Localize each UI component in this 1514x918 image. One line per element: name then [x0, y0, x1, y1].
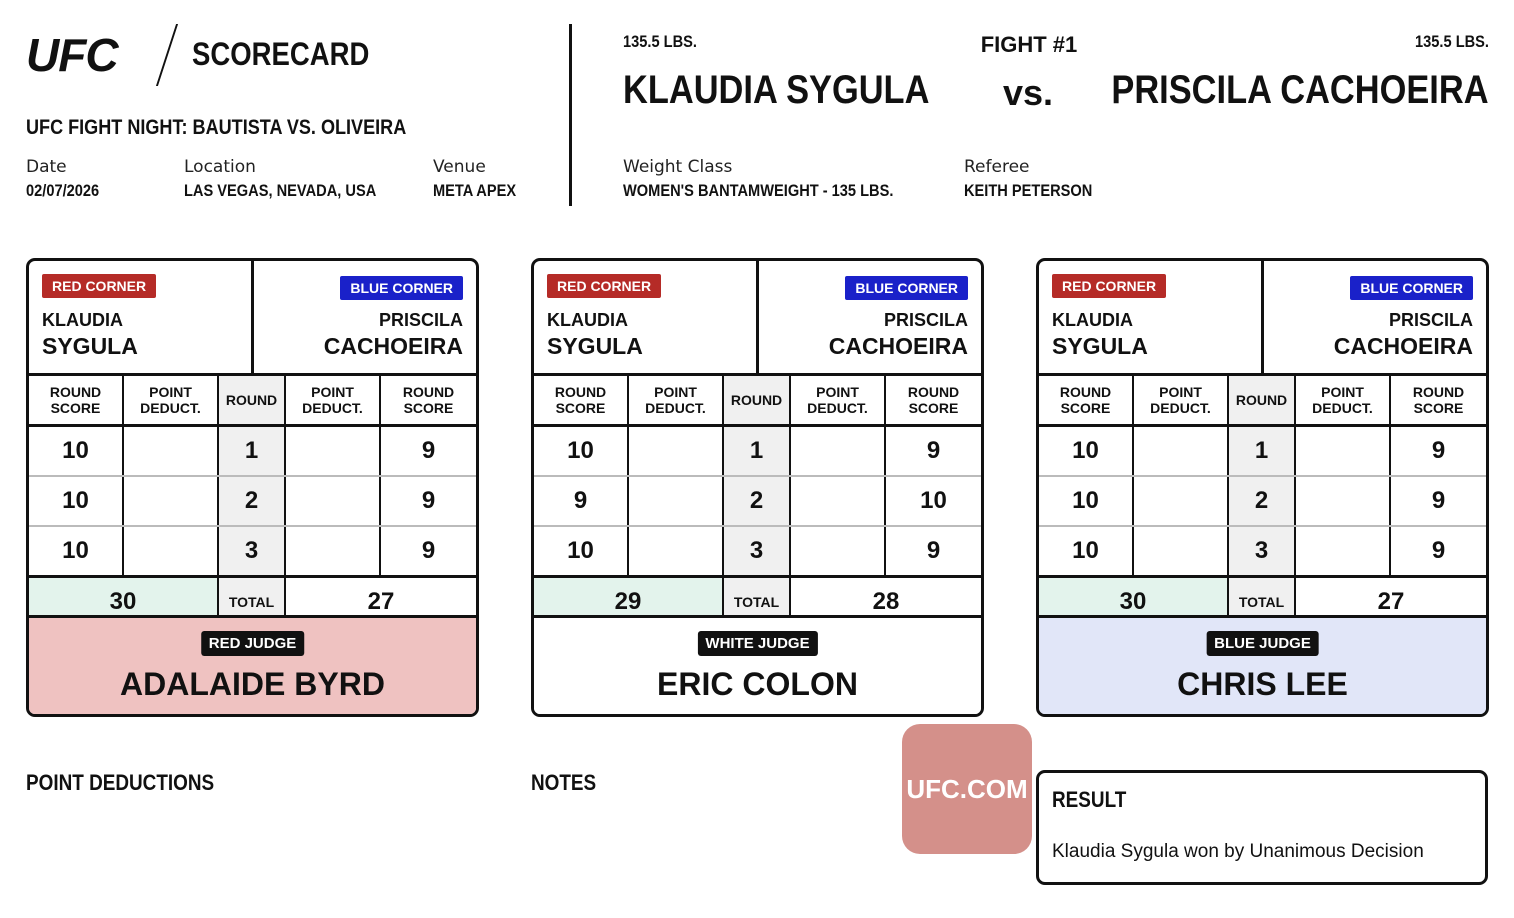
judge-name: ADALAIDE BYRD	[120, 666, 385, 702]
blue-fighter-name: PRISCILA CACHOEIRA	[1111, 68, 1489, 112]
red-round-score: 10	[62, 537, 89, 564]
column-divider	[1227, 527, 1229, 575]
red-point-deduction	[124, 427, 217, 475]
venue-label: Venue	[433, 157, 486, 177]
column-divider	[1389, 376, 1391, 424]
round-number: 3	[219, 527, 284, 575]
table-row	[29, 477, 476, 525]
column-divider	[122, 427, 124, 475]
total-label: TOTAL	[1229, 578, 1294, 626]
column-divider	[284, 527, 286, 575]
red-total-score: 29	[534, 578, 722, 626]
score-table	[29, 376, 476, 626]
blue-round-score: 9	[1431, 487, 1446, 514]
column-divider	[722, 427, 724, 475]
scorecard-title: SCORECARD	[192, 36, 370, 72]
red-corner-panel	[1039, 261, 1264, 373]
column-divider	[122, 376, 124, 424]
blue-last-name: CACHOEIRA	[1333, 333, 1473, 359]
column-divider	[627, 477, 629, 525]
blue-corner-panel	[257, 261, 476, 373]
event-title: UFC FIGHT NIGHT: BAUTISTA VS. OLIVEIRA	[26, 116, 407, 139]
column-divider	[884, 477, 886, 525]
column-divider	[884, 427, 886, 475]
column-divider	[1132, 427, 1134, 475]
round-number: 2	[219, 477, 284, 525]
column-divider	[1389, 527, 1391, 575]
blue-point-deduct-header: POINT DEDUCT.	[1312, 384, 1373, 416]
judge-panel	[29, 618, 476, 714]
ufc-com-watermark: UFC.COM	[902, 724, 1032, 854]
blue-point-deduction	[286, 477, 379, 525]
round-number: 1	[724, 427, 789, 475]
table-header-row	[1039, 376, 1486, 424]
blue-round-score: 9	[926, 437, 941, 464]
blue-point-deduction	[791, 477, 884, 525]
judge-name: CHRIS LEE	[1177, 666, 1348, 702]
judge-panel	[534, 618, 981, 714]
score-table	[534, 376, 981, 626]
blue-point-deduct-header: POINT DEDUCT.	[302, 384, 363, 416]
blue-total-score: 27	[1377, 588, 1405, 615]
table-row	[29, 527, 476, 575]
blue-total-score: 27	[367, 588, 395, 615]
judge-panel	[1039, 618, 1486, 714]
blue-point-deduction	[791, 427, 884, 475]
column-divider	[627, 527, 629, 575]
red-round-score: 10	[62, 437, 89, 464]
blue-weight: 135.5 LBS.	[1415, 32, 1489, 51]
round-header: ROUND	[1229, 376, 1294, 424]
column-divider	[217, 477, 219, 525]
date-label: Date	[26, 157, 67, 177]
red-total-score: 30	[29, 578, 217, 626]
red-point-deduction	[1134, 427, 1227, 475]
table-row	[534, 427, 981, 475]
table-row	[1039, 427, 1486, 475]
ufc-scorecard-logo	[26, 24, 370, 86]
red-point-deduction	[629, 477, 722, 525]
referee-label: Referee	[964, 157, 1030, 177]
location-label: Location	[184, 157, 256, 177]
table-row	[1039, 477, 1486, 525]
ufc-logo: UFC	[26, 29, 118, 81]
blue-corner-panel	[1267, 261, 1486, 373]
red-round-score: 9	[573, 487, 588, 514]
weight-class-label: Weight Class	[623, 157, 733, 177]
round-header: ROUND	[219, 376, 284, 424]
red-first-name: KLAUDIA	[1052, 310, 1133, 330]
judge-badge: WHITE JUDGE	[697, 631, 817, 656]
column-divider	[217, 527, 219, 575]
blue-round-score: 9	[1431, 437, 1446, 464]
column-divider	[1227, 376, 1229, 424]
red-round-score-header: ROUND SCORE	[1059, 384, 1112, 416]
column-divider	[722, 527, 724, 575]
blue-first-name: PRISCILA	[883, 310, 968, 330]
table-row	[534, 527, 981, 575]
red-corner-badge: RED CORNER	[547, 274, 661, 298]
red-round-score: 10	[1072, 437, 1099, 464]
column-divider	[722, 477, 724, 525]
column-divider	[284, 477, 286, 525]
round-number: 3	[1229, 527, 1294, 575]
red-corner-badge: RED CORNER	[42, 274, 156, 298]
referee-value: KEITH PETERSON	[964, 181, 1093, 200]
result-box	[1036, 770, 1488, 885]
red-point-deduction	[124, 477, 217, 525]
blue-point-deduction	[1296, 527, 1389, 575]
weight-class-value: WOMEN'S BANTAMWEIGHT - 135 LBS.	[623, 181, 894, 200]
vs-text: vs.	[1002, 72, 1054, 113]
red-point-deduction	[629, 427, 722, 475]
red-round-score: 10	[1072, 487, 1099, 514]
blue-point-deduct-header: POINT DEDUCT.	[807, 384, 868, 416]
red-total-score: 30	[1039, 578, 1227, 626]
judge-badge: RED JUDGE	[201, 631, 305, 656]
header-divider	[569, 24, 572, 206]
blue-last-name: CACHOEIRA	[828, 333, 968, 359]
blue-round-score-header: ROUND SCORE	[402, 384, 455, 416]
column-divider	[1294, 527, 1296, 575]
red-point-deduction	[124, 527, 217, 575]
round-number: 2	[724, 477, 789, 525]
column-divider	[627, 376, 629, 424]
column-divider	[1132, 527, 1134, 575]
red-corner-badge: RED CORNER	[1052, 274, 1166, 298]
blue-point-deduction	[1296, 477, 1389, 525]
column-divider	[1227, 427, 1229, 475]
column-divider	[217, 427, 219, 475]
red-fighter-name: KLAUDIA SYGULA	[623, 68, 930, 112]
column-divider	[789, 527, 791, 575]
column-divider	[884, 527, 886, 575]
column-divider	[122, 477, 124, 525]
column-divider	[789, 427, 791, 475]
column-divider	[722, 376, 724, 424]
blue-round-score: 9	[421, 487, 436, 514]
blue-point-deduction	[791, 527, 884, 575]
venue-value: META APEX	[433, 181, 517, 200]
red-point-deduction	[629, 527, 722, 575]
column-divider	[1294, 427, 1296, 475]
total-label: TOTAL	[724, 578, 789, 626]
column-divider	[379, 427, 381, 475]
blue-corner-badge: BLUE CORNER	[340, 276, 463, 300]
red-first-name: KLAUDIA	[42, 310, 123, 330]
round-number: 1	[219, 427, 284, 475]
column-divider	[884, 376, 886, 424]
blue-last-name: CACHOEIRA	[323, 333, 463, 359]
round-number: 3	[724, 527, 789, 575]
column-divider	[789, 477, 791, 525]
red-point-deduct-header: POINT DEDUCT.	[1150, 384, 1211, 416]
column-divider	[1227, 477, 1229, 525]
red-round-score-header: ROUND SCORE	[49, 384, 102, 416]
blue-point-deduction	[286, 427, 379, 475]
round-number: 2	[1229, 477, 1294, 525]
logo-divider	[156, 24, 178, 86]
blue-corner-panel	[762, 261, 981, 373]
judge-badge: BLUE JUDGE	[1206, 631, 1319, 656]
point-deductions-title: POINT DEDUCTIONS	[26, 770, 215, 795]
table-row	[29, 427, 476, 475]
column-divider	[1132, 376, 1134, 424]
red-first-name: KLAUDIA	[547, 310, 628, 330]
round-header: ROUND	[724, 376, 789, 424]
red-last-name: SYGULA	[1052, 333, 1148, 359]
blue-total-score: 28	[872, 588, 900, 615]
red-point-deduct-header: POINT DEDUCT.	[140, 384, 201, 416]
blue-round-score-header: ROUND SCORE	[1412, 384, 1465, 416]
column-divider	[379, 477, 381, 525]
red-last-name: SYGULA	[42, 333, 138, 359]
round-number: 1	[1229, 427, 1294, 475]
column-divider	[1294, 477, 1296, 525]
table-row	[1039, 527, 1486, 575]
judge-scorecard	[1036, 258, 1489, 717]
red-point-deduction	[1134, 477, 1227, 525]
red-last-name: SYGULA	[547, 333, 643, 359]
column-divider	[122, 527, 124, 575]
column-divider	[284, 427, 286, 475]
column-divider	[627, 427, 629, 475]
location-value: LAS VEGAS, NEVADA, USA	[184, 181, 377, 200]
red-round-score: 10	[62, 487, 89, 514]
notes-title: NOTES	[531, 770, 597, 795]
blue-round-score: 10	[920, 487, 947, 514]
column-divider	[1389, 427, 1391, 475]
blue-first-name: PRISCILA	[1388, 310, 1473, 330]
column-divider	[1389, 477, 1391, 525]
column-divider	[217, 376, 219, 424]
column-divider	[789, 376, 791, 424]
blue-round-score: 9	[1431, 537, 1446, 564]
red-point-deduction	[1134, 527, 1227, 575]
total-label: TOTAL	[219, 578, 284, 626]
red-round-score: 10	[1072, 537, 1099, 564]
blue-round-score: 9	[926, 537, 941, 564]
column-divider	[379, 527, 381, 575]
red-round-score: 10	[567, 537, 594, 564]
blue-corner-badge: BLUE CORNER	[1350, 276, 1473, 300]
blue-first-name: PRISCILA	[378, 310, 463, 330]
table-row	[534, 477, 981, 525]
red-round-score: 10	[567, 437, 594, 464]
table-header-row	[29, 376, 476, 424]
judge-name: ERIC COLON	[657, 666, 858, 702]
column-divider	[1294, 376, 1296, 424]
red-round-score-header: ROUND SCORE	[554, 384, 607, 416]
judge-scorecard	[531, 258, 984, 717]
column-divider	[1132, 477, 1134, 525]
score-table	[1039, 376, 1486, 626]
judge-scorecard	[26, 258, 479, 717]
red-corner-panel	[29, 261, 254, 373]
column-divider	[379, 376, 381, 424]
blue-round-score: 9	[421, 537, 436, 564]
blue-round-score: 9	[421, 437, 436, 464]
column-divider	[284, 376, 286, 424]
fight-number: FIGHT #1	[980, 32, 1078, 57]
blue-point-deduction	[286, 527, 379, 575]
date-value: 02/07/2026	[26, 181, 100, 200]
blue-point-deduction	[1296, 427, 1389, 475]
result-title: RESULT	[1052, 787, 1127, 812]
blue-corner-badge: BLUE CORNER	[845, 276, 968, 300]
red-corner-panel	[534, 261, 759, 373]
red-weight: 135.5 LBS.	[623, 32, 697, 51]
blue-round-score-header: ROUND SCORE	[907, 384, 960, 416]
result-text: Klaudia Sygula won by Unanimous Decision	[1052, 841, 1424, 862]
red-point-deduct-header: POINT DEDUCT.	[645, 384, 706, 416]
table-header-row	[534, 376, 981, 424]
